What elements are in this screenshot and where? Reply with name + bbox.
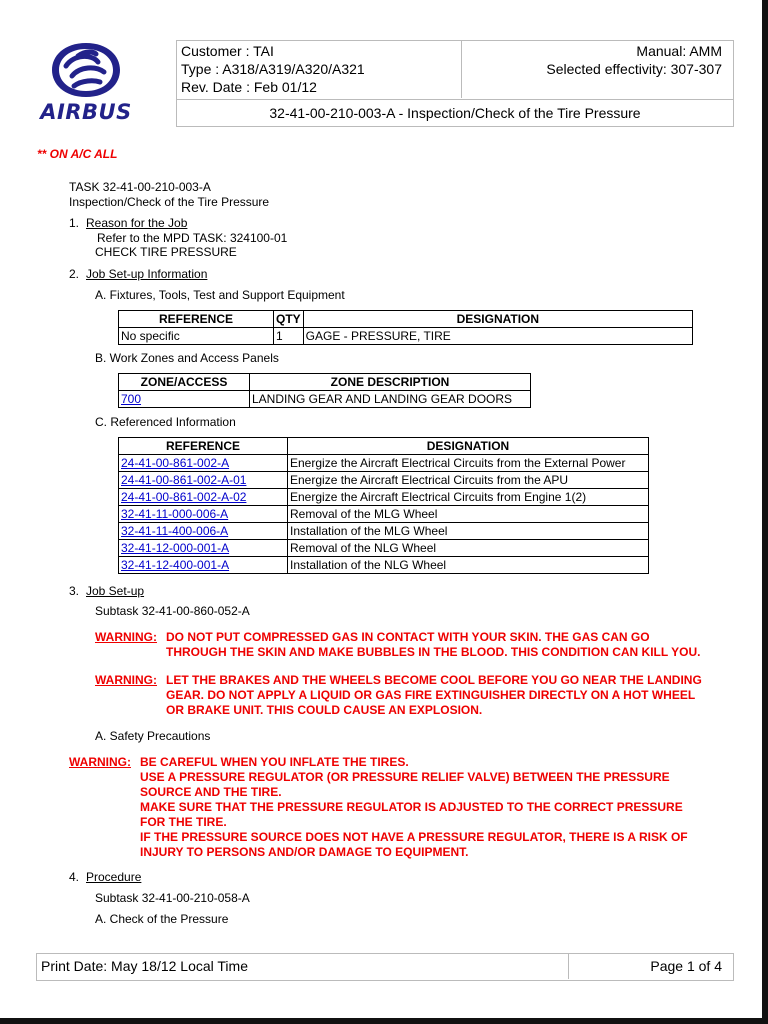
table-cell	[119, 540, 288, 557]
table-cell	[119, 523, 288, 540]
table-row	[119, 455, 649, 472]
warning-line: DO NOT PUT COMPRESSED GAS IN CONTACT WITH YOUR SKIN. THE GAS CAN GO	[166, 630, 650, 644]
column-header: QTY	[274, 311, 304, 328]
warning-inflate-tires	[140, 755, 688, 860]
airbus-wordmark: AIRBUS	[40, 100, 132, 124]
section-3-title: Job Set-up	[86, 584, 145, 598]
page-number: Page 1 of 4	[650, 958, 722, 974]
warning-hot-brakes	[166, 673, 702, 718]
on-ac-all: ** ON A/C ALL	[37, 147, 118, 161]
column-header: REFERENCE	[119, 311, 274, 328]
section-3a-title: A. Safety Precautions	[95, 729, 211, 743]
referenced-info-table	[118, 437, 649, 574]
section-2-title: Job Set-up Information	[86, 267, 208, 281]
table-cell: GAGE - PRESSURE, TIRE	[303, 328, 692, 345]
reference-link[interactable]: 24-41-00-861-002-A-02	[121, 490, 247, 504]
reference-link[interactable]: 32-41-12-400-001-A	[121, 558, 230, 572]
column-header: DESIGNATION	[303, 311, 692, 328]
table-cell	[119, 391, 250, 408]
warning-line: THROUGH THE SKIN AND MAKE BUBBLES IN THE BLOOD. THIS CONDITION CAN KILL YOU.	[166, 645, 701, 659]
footer-divider	[568, 953, 569, 979]
column-header: REFERENCE	[119, 438, 288, 455]
warning-line: GEAR. DO NOT APPLY A LIQUID OR GAS FIRE EXTINGUISHER DIRECTLY ON A HOT WHEEL	[166, 688, 696, 702]
table-cell	[119, 489, 288, 506]
table-row	[119, 523, 649, 540]
reference-link[interactable]: 32-41-11-000-006-A	[121, 507, 229, 521]
section-2b-title: B. Work Zones and Access Panels	[95, 351, 279, 365]
table-cell: Energize the Aircraft Electrical Circuits from Engine 1(2)	[288, 489, 649, 506]
warning-line: BE CAREFUL WHEN YOU INFLATE THE TIRES.	[140, 755, 409, 769]
table-row	[119, 328, 693, 345]
table-row	[119, 472, 649, 489]
airbus-emblem-icon	[36, 40, 136, 100]
table-row	[119, 557, 649, 574]
document-title: 32-41-00-210-003-A - Inspection/Check of the Tire Pressure	[176, 99, 734, 127]
column-header: ZONE/ACCESS	[119, 374, 250, 391]
warning-line: LET THE BRAKES AND THE WHEELS BECOME COOL BEFORE YOU GO NEAR THE LANDING	[166, 673, 702, 687]
task-name: Inspection/Check of the Tire Pressure	[69, 195, 270, 209]
column-header: DESIGNATION	[288, 438, 649, 455]
revision-date: Rev. Date : Feb 01/12	[181, 79, 317, 95]
warning-label: WARNING:	[95, 673, 157, 687]
header-right	[546, 42, 722, 78]
reference-link[interactable]: 24-41-00-861-002-A	[121, 456, 230, 470]
airbus-logo	[36, 40, 136, 126]
table-header-row	[119, 311, 693, 328]
manual: Manual: AMM	[636, 43, 722, 59]
table-cell: LANDING GEAR AND LANDING GEAR DOORS	[250, 391, 531, 408]
reference-link[interactable]: 32-41-12-000-001-A	[121, 541, 230, 555]
subtask-210-058: Subtask 32-41-00-210-058-A	[95, 891, 250, 905]
section-3-number: 3.	[69, 584, 80, 598]
column-header: ZONE DESCRIPTION	[250, 374, 531, 391]
zones-table	[118, 373, 531, 408]
table-cell: Installation of the MLG Wheel	[288, 523, 649, 540]
customer: Customer : TAI	[181, 43, 274, 59]
table-cell: Installation of the NLG Wheel	[288, 557, 649, 574]
warning-line: SOURCE AND THE TIRE.	[140, 785, 282, 799]
section-4-title: Procedure	[86, 870, 142, 884]
warning-line: OR BRAKE UNIT. THIS COULD CAUSE AN EXPLOSION.	[166, 703, 483, 717]
warning-line: INJURY TO PERSONS AND/OR DAMAGE TO EQUIPMENT.	[140, 845, 469, 859]
section-2c-title: C. Referenced Information	[95, 415, 236, 429]
warning-line: FOR THE TIRE.	[140, 815, 227, 829]
section-1-title: Reason for the Job	[86, 216, 188, 230]
table-row	[119, 391, 531, 408]
table-cell: 1	[274, 328, 304, 345]
header-divider	[461, 40, 462, 98]
warning-line: IF THE PRESSURE SOURCE DOES NOT HAVE A PRESSURE REGULATOR, THERE IS A RISK OF	[140, 830, 688, 844]
mpd-task-ref: Refer to the MPD TASK: 324100-01	[97, 231, 288, 245]
warning-compressed-gas	[166, 630, 700, 660]
table-cell	[119, 472, 288, 489]
aircraft-type: Type : A318/A319/A320/A321	[181, 61, 365, 77]
reference-link[interactable]: 32-41-11-400-006-A	[121, 524, 229, 538]
table-cell: Removal of the MLG Wheel	[288, 506, 649, 523]
subtask-860-052: Subtask 32-41-00-860-052-A	[95, 604, 250, 618]
reference-link[interactable]: 24-41-00-861-002-A-01	[121, 473, 247, 487]
table-row	[119, 506, 649, 523]
effectivity: Selected effectivity: 307-307	[546, 61, 722, 77]
section-1-number: 1.	[69, 216, 80, 230]
table-row	[119, 489, 649, 506]
print-date: Print Date: May 18/12 Local Time	[41, 958, 248, 974]
warning-line: USE A PRESSURE REGULATOR (OR PRESSURE RELIEF VALVE) BETWEEN THE PRESSURE	[140, 770, 670, 784]
table-cell	[119, 506, 288, 523]
task-id: TASK 32-41-00-210-003-A	[69, 180, 211, 194]
tools-table	[118, 310, 693, 345]
table-cell: Energize the Aircraft Electrical Circuits from the APU	[288, 472, 649, 489]
table-cell: Energize the Aircraft Electrical Circuits from the External Power	[288, 455, 649, 472]
warning-label: WARNING:	[69, 755, 131, 769]
header-left	[181, 42, 365, 96]
table-cell	[119, 455, 288, 472]
warning-line: MAKE SURE THAT THE PRESSURE REGULATOR IS ADJUSTED TO THE CORRECT PRESSURE	[140, 800, 683, 814]
check-tire-pressure: CHECK TIRE PRESSURE	[95, 245, 237, 259]
table-header-row	[119, 374, 531, 391]
table-row	[119, 540, 649, 557]
table-cell: Removal of the NLG Wheel	[288, 540, 649, 557]
table-cell	[119, 557, 288, 574]
section-2-number: 2.	[69, 267, 80, 281]
table-header-row	[119, 438, 649, 455]
section-4a-title: A. Check of the Pressure	[95, 912, 229, 926]
section-2a-title: A. Fixtures, Tools, Test and Support Equipment	[95, 288, 345, 302]
zone-link[interactable]: 700	[121, 392, 142, 406]
table-cell: No specific	[119, 328, 274, 345]
warning-label: WARNING:	[95, 630, 157, 644]
section-4-number: 4.	[69, 870, 80, 884]
